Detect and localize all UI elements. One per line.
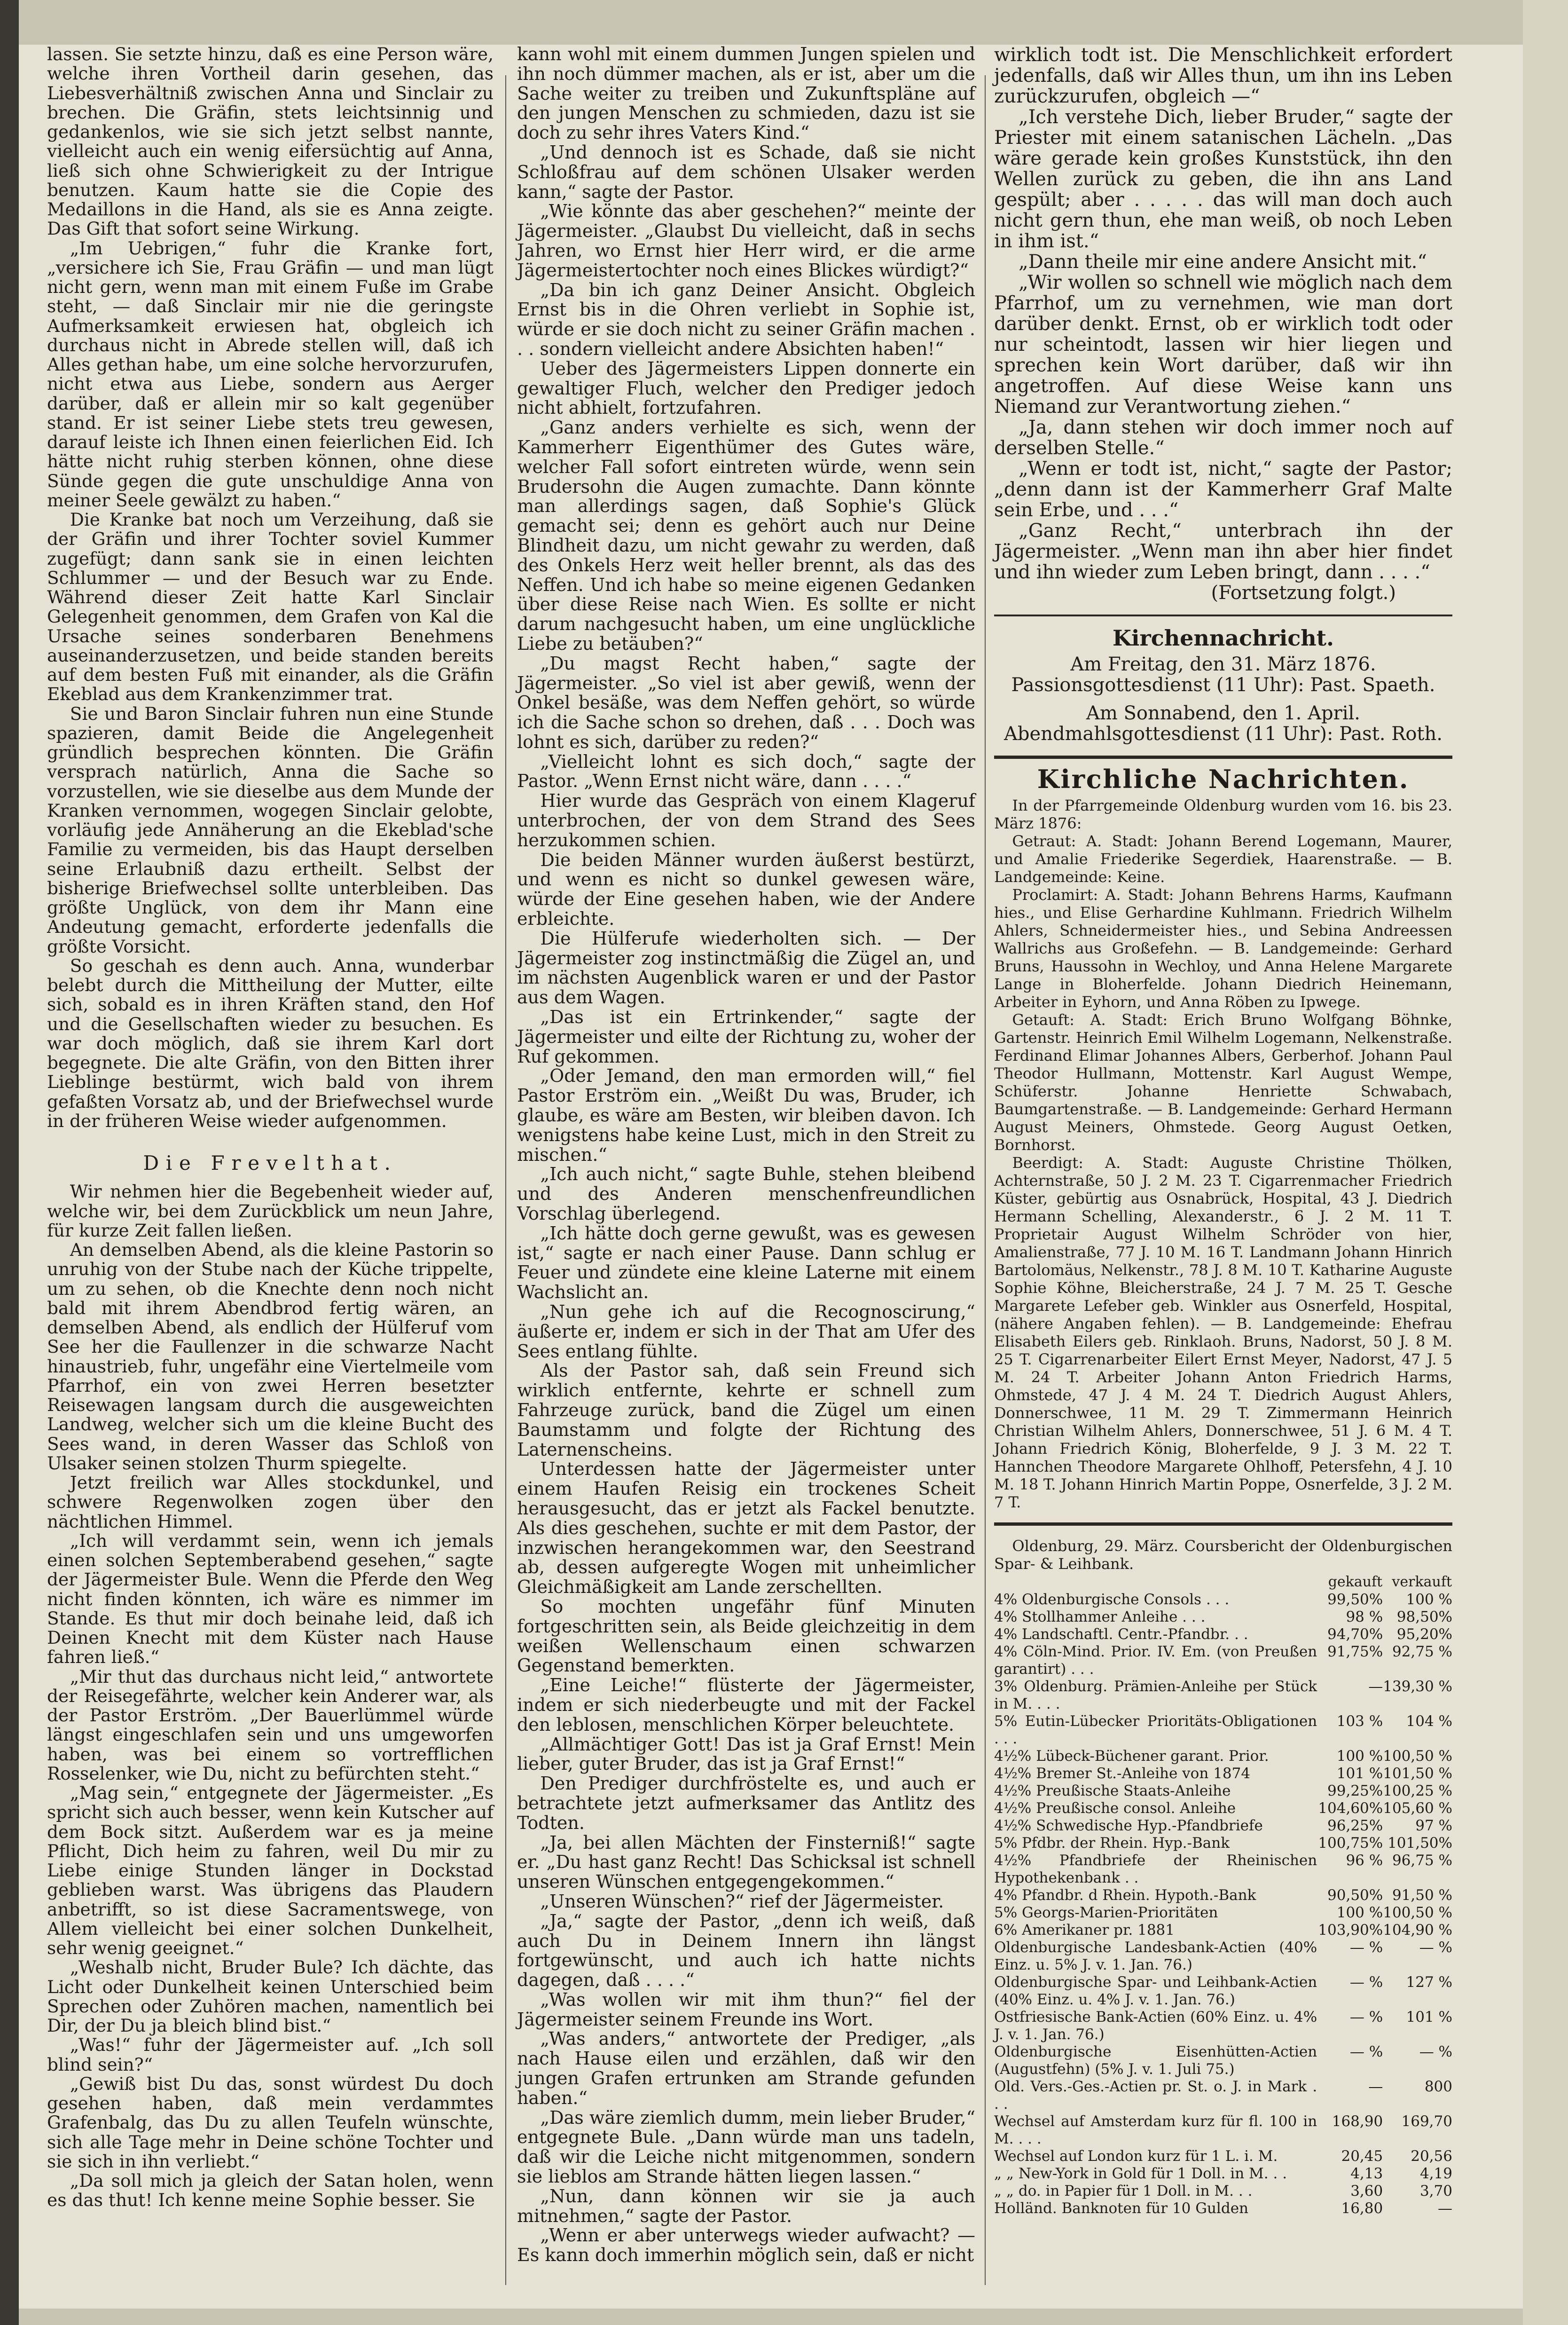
column-2 — [517, 45, 975, 2265]
paragraph: „Wenn er todt ist, nicht,“ sagte der Pastor; „denn dann ist der Kammerherr Graf Malte sein Erbe, und . . .“ — [994, 458, 1452, 521]
section-rule — [994, 615, 1452, 616]
paragraph: Beerdigt: A. Stadt: Auguste Christine Thölken, Achternstraße, 50 J. 2 M. 23 T. Cigarrenmacher Friedrich Küster, gebürtig aus Osnabrück, Hospital, 43 J. Diedrich Hermann Schelling, Alexanderstr., 6 J. 2 M. 11 T. Proprietair August Wilhelm Schröder von hier, Amalienstraße, 77 J. 10 M. 16 T. Landmann Johann Hinrich Bartolomäus, Nelkenstr., 78 J. 8 M. 10 T. Katharine Auguste Sophie Köhne, Bleicherstraße, 24 J. 7 M. 25 T. Gesche Margarete Lefeber geb. Winkler aus Osnerfeld, Hospital, (nähere Angaben fehlen). — B. Landgemeinde: Ehefrau Elisabeth Eilers geb. Rinklaoh. Bruns, Nadorst, 50 J. 8 M. 25 T. Cigarrenarbeiter Eilert Ernst Meyer, Nadorst, 47 J. 5 M. 24 T. Arbeiter Johann Anton Friedrich Harms, Ohmstede, 47 J. 4 M. 24 T. Diedrich August Ahlers, Donnerschwee, 11 M. 29 T. Zimmermann Heinrich Christian Wilhelm Ahlers, Donnerschwee, 51 J. 6 M. 4 T. Johann Friedrich König, Bloherfelde, 9 J. 3 M. 22 T. Hannchen Theodore Margarete Ohlhoff, Petersfehn, 4 J. 10 M. 18 T. Johann Hinrich Martin Poppe, Osnerfelde, 3 J. 2 M. 7 T. — [994, 1154, 1452, 1511]
table-row — [994, 1608, 1452, 1626]
section-rule — [994, 1522, 1452, 1526]
price-verkauft: 20,56 — [1411, 2148, 1452, 2165]
paragraph: „Was wollen wir mit ihm thun?“ fiel der Jägermeister seinem Freunde ins Wort. — [517, 1989, 975, 2030]
paragraph: „Mag sein,“ entgegnete der Jägermeister. „Es spricht sich auch besser, wenn kein Kutscher auf dem Bock sitzt. Außerdem war es ja meine Pflicht, Dich heim zu fahren, weil Du mir zu Liebe einige Stunden länger in Dockstad geblieben warst. Was übrigens das Plaudern anbetrifft, so ist diese Sacramentswege, von Allem vielleicht bei einer solchen Dunkelheit, sehr wenig geeignet.“ — [47, 1782, 494, 1958]
price-gekauft: 94,70% — [1327, 1626, 1383, 1643]
table-row — [994, 1713, 1452, 1748]
table-row — [994, 2113, 1452, 2148]
paragraph: „Und dennoch ist es Schade, daß sie nicht Schloßfrau auf dem schönen Ulsaker werden kann,“ sagte der Pastor. — [517, 142, 975, 202]
table-row — [994, 2200, 1452, 2217]
table-row — [994, 1748, 1452, 1765]
paragraph: „Eine Leiche!“ flüsterte der Jägermeister, indem er sich niederbeugte und mit der Fackel den leblosen, menschlichen Körper beleuchtete. — [517, 1675, 975, 1735]
paragraph: Den Prediger durchfröstelte es, und auch er betrachtete jetzt aufmerksamer das Antlitz des Todten. — [517, 1773, 975, 1833]
page-edge — [1523, 0, 1568, 2325]
price-gekauft: 16,80 — [1341, 2200, 1383, 2217]
paragraph: „Das ist ein Ertrinkender,“ sagte der Jägermeister und eilte der Richtung zu, woher der Ruf gekommen. — [517, 1007, 975, 1067]
paragraph: „Ich hätte doch gerne gewußt, was es gewesen ist,“ sagte er nach einer Pause. Dann schlug er Feuer und zündete eine kleine Laterne mit einem Wachslicht an. — [517, 1222, 975, 1303]
notice-line: Am Sonnabend, den 1. April. — [1086, 702, 1360, 724]
paragraph: lassen. Sie setzte hinzu, daß es eine Person wäre, welche ihren Vortheil darin gesehen, das Liebesverhältniß zwischen Anna und Sinclair zu brechen. Die Gräfin, stets leichtsinnig und gedankenlos, wie sie sich jetzt selbst nannte, vielleicht auch ein wenig eifersüchtig auf Anna, ließ sich ohne Schwierigkeit zu der Intrigue benutzen. Kaum hatte sie die Copie des Medaillons in die Hand, als sie es Anna zeigte. Das Gift that sofort seine Wirkung. — [47, 44, 494, 239]
paragraph: Sie und Baron Sinclair fuhren nun eine Stunde spazieren, damit Beide die Angelegenheit gründlich besprechen könnten. Die Gräfin versprach natürlich, Anna die Sache so vorzustellen, wie sie dieselbe aus dem Munde der Kranken vernommen, wogegen Sinclair gelobte, vorläufig jede Annäherung an die Ekeblad'sche Familie zu vermeiden, bis das Haupt derselben seine Erlaubniß dazu ertheilt. Selbst der bisherige Briefwechsel sollte unterbleiben. Das größte Unglück, von dem ihr Mann eine Andeutung gemacht, erforderte jedenfalls die größte Vorsicht. — [47, 703, 494, 957]
price-verkauft: 92,75 % — [1392, 1643, 1452, 1660]
price-gekauft: — % — [1349, 2043, 1383, 2060]
paragraph: So geschah es denn auch. Anna, wunderbar belebt durch die Mittheilung der Mutter, eilte sich, sobald es in ihren Kräften stand, den Hof und die Gesellschaften wieder zu besuchen. Es war doch möglich, daß sie ihrem Karl dort begegnete. Die alte Gräfin, von den Bitten ihrer Lieblinge bestürmt, wich bald von ihrem gefaßten Vorsatz ab, und der Briefwechsel wurde in der früheren Weise wieder aufgenommen. — [47, 955, 494, 1131]
price-gekauft: 100 % — [1336, 1748, 1383, 1765]
security-name: „ „ New-York in Gold für 1 Doll. in M. . . — [994, 2165, 1287, 2182]
price-gekauft: 99,50% — [1327, 1591, 1383, 1608]
price-verkauft: 104 % — [1406, 1713, 1452, 1730]
paragraph: „Mir thut das durchaus nicht leid,“ antwortete der Reisegefährte, welcher kein Anderer war, als der Pastor Erström. „Der Bauerlümmel würde längst eingeschlafen sein und uns umgeworfen haben, was bei einem so vortrefflichen Rosselenker, wie Du, nicht zu befürchten steht.“ — [47, 1666, 494, 1784]
table-row — [994, 1904, 1452, 1922]
price-gekauft: 90,50% — [1327, 1887, 1383, 1904]
price-gekauft: 96,25% — [1327, 1817, 1383, 1834]
paragraph: „Unseren Wünschen?“ rief der Jägermeister. — [540, 1891, 944, 1912]
kirchliche-nachrichten-section — [994, 764, 1452, 1511]
column-3 — [994, 45, 1452, 2217]
paragraph: An demselben Abend, als die kleine Pastorin so unruhig von der Stube nach der Küche trippelte, um zu sehen, ob die Knechte denn noch nicht bald mit ihrem Abendbrod fertig wären, an demselben Abend, als endlich der Hülferuf vom See her die Faullenzer in die schwarze Nacht hinaustrieb, fuhr, ungefähr eine Viertelmeile vom Pfarrhof, ein von zwei Herren besetzter Reisewagen langsam durch die ausgeweichten Landweg, welcher sich um die kleine Bucht des Sees wand, in deren Wasser das Schloß von Ulsaker seinen stolzen Thurm spiegelte. — [47, 1239, 494, 1474]
price-gekauft: 99,25% — [1327, 1782, 1383, 1799]
paragraph: „Oder Jemand, den man ermorden will,“ fiel Pastor Erström ein. „Weißt Du was, Bruder, ich glaube, es wäre am Besten, wir bleiben davon. Ich wenigstens habe keine Lust, mich in den Streit zu mischen.“ — [517, 1065, 975, 1165]
price-verkauft: 100,25 % — [1383, 1782, 1452, 1799]
paragraph: „Ich verstehe Dich, lieber Bruder,“ sagte der Priester mit einem satanischen Lächeln. „Das wäre gerade kein großes Kunststück, ihn den Wellen zurück zu geben, die ihn ans Land gespült; aber . . . . . das will man doch auch nicht gern thun, ehe man weiß, ob noch Leben in ihm ist.“ — [994, 106, 1452, 252]
security-name: Wechsel auf London kurz für 1 L. i. M. — [994, 2148, 1278, 2165]
table-row — [994, 2183, 1452, 2200]
kirchennachricht-section — [994, 625, 1452, 745]
paragraph: „Was anders,“ antwortete der Prediger, „als nach Hause eilen und erzählen, daß wir den jungen Grafen ertrunken am Strande gefunden haben.“ — [517, 2028, 975, 2108]
paragraph: Ueber des Jägermeisters Lippen donnerte ein gewaltiger Fluch, welcher den Prediger jedoch nicht abhielt, fortzufahren. — [517, 358, 975, 418]
price-gekauft: — % — [1349, 1974, 1383, 1991]
price-gekauft: 104,60% — [1318, 1800, 1383, 1817]
price-verkauft: 169,70 — [1401, 2113, 1452, 2130]
table-row — [994, 1782, 1452, 1800]
security-name: 5% Georgs-Marien-Prioritäten — [994, 1904, 1218, 1921]
paragraph: „Dann theile mir eine andere Ansicht mit.“ — [1019, 251, 1427, 273]
section-title: Kirchennachricht. — [1113, 625, 1334, 651]
column-header: verkauft — [1392, 1574, 1452, 1590]
price-verkauft: 105,60 % — [1383, 1800, 1452, 1817]
table-row — [994, 2078, 1452, 2113]
price-gekauft: 96 % — [1346, 1852, 1383, 1869]
price-verkauft: 101,50 % — [1383, 1765, 1452, 1782]
price-gekauft: 98 % — [1346, 1608, 1383, 1625]
security-name: Ostfriesische Bank-Actien (60% Einz. u. 4% J. v. 1. Jan. 76.) — [994, 2009, 1317, 2043]
security-name: Holländ. Banknoten für 10 Gulden — [994, 2200, 1249, 2217]
paragraph: „Da bin ich ganz Deiner Ansicht. Obgleich Ernst bis in die Ohren verliebt in Sophie ist, würde er sie doch nicht zu seiner Gräfin machen . . . sondern vielleicht andere Absichten haben!“ — [517, 279, 975, 359]
security-name: Oldenburgische Eisenhütten-Actien (Augustfehn) (5% J. v. 1. Juli 75.) — [994, 2043, 1317, 2078]
security-name: 4% Landschaftl. Centr.-Pfandbr. . . — [994, 1626, 1248, 1643]
price-verkauft: — % — [1419, 2043, 1452, 2060]
paragraph: Jetzt freilich war Alles stockdunkel, und schwere Regenwolken zogen über den nächtlichen Himmel. — [47, 1472, 494, 1532]
price-verkauft: 91,50 % — [1392, 1887, 1452, 1904]
table-row — [994, 1765, 1452, 1782]
table-row — [994, 1817, 1452, 1835]
paragraph: Getauft: A. Stadt: Erich Bruno Wolfgang Böhnke, Gartenstr. Heinrich Emil Wilhelm Logemann, Nelkenstraße. Ferdinand Elimar Johannes Albers, Gerberhof. Johann Paul Theodor Hullmann, Mottenstr. Karl August Wempe, Schüferstr. Johanne Henriette Schwabach, Baumgartenstraße. — B. Landgemeinde: Gerhard Hermann August Meiners, Ohmstede. Georg August Oetken, Bornhorst. — [994, 1011, 1452, 1154]
security-name: 4% Oldenburgische Consols . . . — [994, 1591, 1230, 1608]
table-row — [994, 2043, 1452, 2078]
price-verkauft: 96,75 % — [1392, 1852, 1452, 1869]
table-row — [994, 1591, 1452, 1608]
coursbericht-heading: Oldenburg, 29. März. Coursbericht der Oldenburgischen Spar- & Leihbank. — [994, 1537, 1452, 1573]
price-verkauft: 139,30 % — [1383, 1678, 1452, 1695]
price-gekauft: 100,75% — [1318, 1835, 1383, 1852]
table-row — [994, 1887, 1452, 1904]
price-gekauft: 100 % — [1336, 1904, 1383, 1921]
price-gekauft: — — [1368, 1678, 1383, 1695]
paragraph: Hier wurde das Gespräch von einem Klageruf unterbrochen, der von dem Strand des Sees herzukommen schien. — [517, 790, 975, 851]
paragraph: „Wie könnte das aber geschehen?“ meinte der Jägermeister. „Glaubst Du vielleicht, daß in sechs Jahren, wo Ernst hier Herr wird, er die arme Jägermeistertochter noch eines Blickes würdigt?“ — [517, 201, 975, 281]
paragraph: „Ich will verdammt sein, wenn ich jemals einen solchen Septemberabend gesehen,“ sagte der Jägermeister Bule. Wenn die Pferde den Weg nicht finden könnten, ich wäre es nimmer im Stande. Es thut mir doch beinahe leid, daß ich Deinen Knecht mit dem Küster nach Hause fahren ließ.“ — [47, 1530, 494, 1668]
price-gekauft: 103 % — [1336, 1713, 1383, 1730]
security-name: 4½% Preußische consol. Anleihe — [994, 1800, 1236, 1817]
price-gekauft: 20,45 — [1341, 2148, 1383, 2165]
coursbericht-table — [994, 1573, 1452, 2217]
security-name: 4½% Schwedische Hyp.-Pfandbriefe — [994, 1817, 1263, 1834]
column-1 — [47, 45, 494, 2210]
security-name: 6% Amerikaner pr. 1881 — [994, 1922, 1175, 1939]
price-verkauft: 4,19 — [1419, 2165, 1452, 2182]
price-verkauft: 800 — [1424, 2078, 1452, 2095]
security-name: 5% Eutin-Lübecker Prioritäts-Obligationen . . . — [994, 1713, 1317, 1747]
paragraph: Die beiden Männer wurden äußerst bestürzt, und wenn es nicht so dunkel gewesen wäre, würde der Eine gesehen haben, wie der Andere erbleichte. — [517, 849, 975, 930]
paragraph: „Allmächtiger Gott! Das ist ja Graf Ernst! Mein lieber, guter Bruder, das ist ja Graf Ernst!“ — [517, 1734, 975, 1774]
paragraph: „Im Uebrigen,“ fuhr die Kranke fort, „versichere ich Sie, Frau Gräfin — und man lügt nicht gern, wenn man mit einem Fuße im Grabe steht, — daß Sinclair mir nie die geringste Aufmerksamkeit erwiesen hat, obgleich ich durchaus nicht in Abrede stellen will, daß ich Alles gethan habe, um eine solche hervorzurufen, nicht etwa aus Liebe, sondern aus Aerger darüber, daß er allein mir so kalt gegenüber stand. Er ist seiner Liebe stets treu gewesen, darauf leiste ich Ihnen einen feierlichen Eid. Ich hätte nicht ruhig sterben können, ohne diese Sünde gegen die gute unschuldige Anna von meiner Seele gewälzt zu haben.“ — [47, 237, 494, 511]
price-verkauft: — % — [1419, 1939, 1452, 1956]
paragraph: „Ganz anders verhielte es sich, wenn der Kammerherr Eigenthümer des Gutes wäre, welcher Fall sofort eintreten würde, wenn sein Brudersohn die Augen zumachte. Dann könnte man allerdings sagen, daß Sophie's Glück gemacht sei; denn es gehört auch nur Deine Blindheit dazu, um nicht gewahr zu werden, daß des Onkels Herz weit heller brennt, als das des Neffen. Und ich habe so meine eigenen Gedanken über diese Reise nach Wien. Es sollte er nicht darum nachgesucht haben, um eine unglückliche Liebe zu betäuben?“ — [517, 417, 975, 654]
price-gekauft: 168,90 — [1332, 2113, 1383, 2130]
price-gekauft: — % — [1349, 1939, 1383, 1956]
price-gekauft: 91,75% — [1327, 1643, 1383, 1660]
price-verkauft: 95,20% — [1396, 1626, 1452, 1643]
paragraph: wirklich todt ist. Die Menschlichkeit erfordert jedenfalls, daß wir Alles thun, um ihn ins Leben zurückzurufen, obgleich —“ — [994, 44, 1452, 107]
paragraph: „Wenn er aber unterwegs wieder aufwacht? — Es kann doch immerhin möglich sein, daß er nicht — [517, 2225, 975, 2266]
table-row — [994, 2148, 1452, 2165]
paragraph: „Wir wollen so schnell wie möglich nach dem Pfarrhof, um zu vernehmen, wie man dort darüber denkt. Ernst, ob er wirklich todt oder nur scheintodt, lassen wir hier liegen und sprechen kein Wort darüber, daß wir ihn angetroffen. Auf diese Weise kann uns Niemand zur Verantwortung ziehen.“ — [994, 272, 1452, 418]
price-verkauft: 100,50 % — [1383, 1904, 1452, 1921]
table-row — [994, 1974, 1452, 2009]
column-divider — [505, 75, 506, 2285]
security-name: 4½% Preußische Staats-Anleihe — [994, 1782, 1231, 1799]
paragraph: In der Pfarrgemeinde Oldenburg wurden vom 16. bis 23. März 1876: — [994, 796, 1452, 832]
table-row — [994, 1643, 1452, 1678]
price-verkauft: 3,70 — [1419, 2183, 1452, 2199]
paragraph: „Du magst Recht haben,“ sagte der Jägermeister. „So viel ist aber gewiß, wenn der Onkel besäße, was dem Neffen gehört, so würde ich die Sache schon so drehen, daß . . . Doch was lohnt es sich, darüber zu reden?“ — [517, 653, 975, 752]
paragraph: „Ja,“ sagte der Pastor, „denn ich weiß, daß auch Du in Deinem Innern ihn längst fortgewünscht, und auch ich hatte nichts dagegen, daß . . . .“ — [517, 1910, 975, 1991]
price-gekauft: 101 % — [1336, 1765, 1383, 1782]
paragraph: „Nun gehe ich auf die Recognoscirung,“ äußerte er, indem er sich in der That am Ufer des Sees entlang fühlte. — [517, 1301, 975, 1362]
paragraph: Getraut: A. Stadt: Johann Berend Logemann, Maurer, und Amalie Friederike Segerdiek, Haarenstraße. — B. Landgemeinde: Keine. — [994, 832, 1452, 886]
price-gekauft: — % — [1349, 2009, 1383, 2026]
security-name: Old. Vers.-Ges.-Actien pr. St. o. J. in Mark . . . — [994, 2078, 1317, 2112]
notice-line: Am Freitag, den 31. März 1876. — [1070, 654, 1376, 675]
coursbericht-section — [994, 1537, 1452, 2217]
table-row — [994, 1835, 1452, 1852]
table-row — [994, 1626, 1452, 1643]
price-gekauft: 103,90% — [1318, 1922, 1383, 1939]
security-name: 5% Pfdbr. der Rhein. Hyp.-Bank — [994, 1835, 1230, 1852]
continuation-note: (Fortsetzung folgt.) — [1211, 582, 1396, 604]
paragraph: Unterdessen hatte der Jägermeister unter einem Haufen Reisig ein trockenes Scheit herausgesucht, das er jetzt als Fackel benutzte. Als dies geschehen, suchte er mit dem Pastor, der inzwischen herangekommen war, den Seestrand ab, dessen aufgeregte Wogen mit unheimlicher Gleichmäßigkeit am Lande zerschellten. — [517, 1458, 975, 1598]
table-row — [994, 1800, 1452, 1817]
security-name: 4% Cöln-Mind. Prior. IV. Em. (von Preußen garantirt) . . . — [994, 1643, 1317, 1678]
price-verkauft: 100,50 % — [1383, 1748, 1452, 1765]
security-name: „ „ do. in Papier für 1 Doll. in M. . . — [994, 2183, 1253, 2199]
table-row — [994, 1678, 1452, 1713]
security-name: 4% Stollhammer Anleihe . . . — [994, 1608, 1206, 1625]
price-verkauft: 100 % — [1406, 1591, 1452, 1608]
table-header-row — [994, 1573, 1452, 1591]
table-row — [994, 1939, 1452, 1974]
story-heading: Die Frevelthat. — [143, 1151, 398, 1174]
paragraph: „Ich auch nicht,“ sagte Buhle, stehen bleibend und des Anderen menschenfreundlichen Vorschlag überlegend. — [517, 1164, 975, 1224]
paragraph: „Ganz Recht,“ unterbrach ihn der Jägermeister. „Wenn man ihn aber hier findet und ihn wieder zum Leben bringt, dann . . . .“ — [994, 520, 1452, 583]
paragraph: „Vielleicht lohnt es sich doch,“ sagte der Pastor. „Wenn Ernst nicht wäre, dann . . . .“ — [517, 751, 975, 792]
paragraph: „Nun, dann können wir sie ja auch mitnehmen,“ sagte der Pastor. — [517, 2185, 975, 2226]
security-name: 4½% Lübeck-Büchener garant. Prior. — [994, 1748, 1269, 1765]
security-name: 3% Oldenburg. Prämien-Anleihe per Stück in M. . . . — [994, 1678, 1317, 1712]
security-name: Oldenburgische Landesbank-Actien (40% Einz. u. 5% J. v. 1. Jan. 76.) — [994, 1939, 1317, 1973]
section-rule — [994, 756, 1452, 759]
column-header: gekauft — [1328, 1574, 1383, 1590]
table-row — [994, 2165, 1452, 2183]
paragraph: kann wohl mit einem dummen Jungen spielen und ihn noch dümmer machen, als er ist, aber um die Sache weiter zu treiben und Zukunftspläne auf den jungen Menschen zu schmieden, dazu ist sie doch zu sehr ihres Vaters Kind.“ — [517, 44, 975, 143]
paragraph: Die Hülferufe wiederholten sich. — Der Jägermeister zog instinctmäßig die Zügel an, und im nächsten Augenblick waren er und der Pastor aus dem Wagen. — [517, 928, 975, 1008]
paragraph: „Weshalb nicht, Bruder Bule? Ich dächte, das Licht oder Dunkelheit keinen Unterschied beim Sprechen oder Zuhören machen, namentlich bei Dir, der Du ja bleich blind bist.“ — [47, 1957, 494, 2036]
security-name: 4% Pfandbr. d Rhein. Hypoth.-Bank — [994, 1887, 1256, 1904]
price-gekauft: 3,60 — [1350, 2183, 1383, 2199]
table-row — [994, 2009, 1452, 2043]
paragraph: Die Kranke bat noch um Verzeihung, daß sie der Gräfin und ihrer Tochter soviel Kummer zugefügt; dann sank sie in einen leichten Schlummer — und der Besuch war zu Ende. Während dieser Zeit hatte Karl Sinclair Gelegenheit genommen, dem Grafen von Kal die Ursache seines sonderbaren Benehmens auseinanderzusetzen, und beide standen bereits auf dem besten Fuß mit einander, als die Gräfin Ekeblad aus dem Krankenzimmer trat. — [47, 509, 494, 705]
price-verkauft: 101 % — [1406, 2009, 1452, 2026]
paragraph: „Ja, bei allen Mächten der Finsterniß!“ sagte er. „Du hast ganz Recht! Das Schicksal ist schnell unseren Wünschen entgegengekommen.“ — [517, 1832, 975, 1892]
price-verkauft: 101,50% — [1388, 1835, 1452, 1852]
price-gekauft: — — [1368, 2078, 1383, 2095]
paragraph: „Da soll mich ja gleich der Satan holen, wenn es das thut! Ich kenne meine Sophie besser. Sie — [47, 2170, 494, 2211]
security-name: 4½% Pfandbriefe der Rheinischen Hypothekenbank . . — [994, 1852, 1317, 1886]
paragraph: „Was!“ fuhr der Jägermeister auf. „Ich soll blind sein?“ — [47, 2034, 494, 2075]
table-row — [994, 1852, 1452, 1887]
price-verkauft: — — [1438, 2200, 1452, 2217]
column-divider — [985, 75, 986, 2285]
security-name: Wechsel auf Amsterdam kurz für fl. 100 in M. . . . — [994, 2113, 1317, 2147]
notice-line: Passionsgottesdienst (11 Uhr): Past. Spaeth. — [1011, 674, 1435, 696]
paragraph: Wir nehmen hier die Begebenheit wieder auf, welche wir, bei dem Zurückblick um neun Jahre, für kurze Zeit fallen ließen. — [47, 1181, 494, 1241]
paragraph: „Gewiß bist Du das, sonst würdest Du doch gesehen haben, daß mein verdammtes Grafenbalg, das Du zu allen Teufeln wünschte, sich alle Tage mehr in Deine schöne Tochter und sie sich in ihn verliebt.“ — [47, 2073, 494, 2172]
security-name: Oldenburgische Spar- und Leihbank-Actien (40% Einz. u. 4% J. v. 1. Jan. 76.) — [994, 1974, 1317, 2008]
security-name: 4½% Bremer St.-Anleihe von 1874 — [994, 1765, 1251, 1782]
section-title: Kirchliche Nachrichten. — [1037, 764, 1410, 794]
price-gekauft: 4,13 — [1350, 2165, 1383, 2182]
price-verkauft: 104,90 % — [1383, 1922, 1452, 1939]
paragraph: Proclamirt: A. Stadt: Johann Behrens Harms, Kaufmann hies., und Elise Gerhardine Kuhlmann. Friedrich Wilhelm Ahlers, Schneidermeister hies., und Sebina Andreessen Wallrichs aus Großefehn. — B. Landgemeinde: Gerhard Bruns, Haussohn in Wechloy, und Anna Helene Margarete Lange in Bloherfelde. Johann Diedrich Heinemann, Arbeiter in Eyhorn, und Anna Röben zu Ipwege. — [994, 886, 1452, 1011]
paragraph: „Ja, dann stehen wir doch immer noch auf derselben Stelle.“ — [994, 417, 1452, 459]
price-verkauft: 97 % — [1415, 1817, 1452, 1834]
price-verkauft: 98,50% — [1396, 1608, 1452, 1625]
book-spine — [0, 0, 19, 2325]
table-row — [994, 1922, 1452, 1939]
notice-line: Abendmahlsgottesdienst (11 Uhr): Past. Roth. — [1004, 723, 1443, 745]
paragraph: Als der Pastor sah, daß sein Freund sich wirklich entfernte, kehrte er schnell zum Fahrzeuge zurück, band die Zügel um einen Baumstamm und folgte der Richtung des Laternenscheins. — [517, 1360, 975, 1460]
paragraph: So mochten ungefähr fünf Minuten fortgeschritten sein, als Beide gleichzeitig in dem weißen Wellenschaum einen schwarzen Gegenstand bemerkten. — [517, 1596, 975, 1676]
price-verkauft: 127 % — [1406, 1974, 1452, 1991]
paragraph: „Das wäre ziemlich dumm, mein lieber Bruder,“ entgegnete Bule. „Dann würde man uns tadeln, daß wir die Leiche nicht mitgenommen, sondern sie lieblos am Strande hätten liegen lassen.“ — [517, 2107, 975, 2187]
